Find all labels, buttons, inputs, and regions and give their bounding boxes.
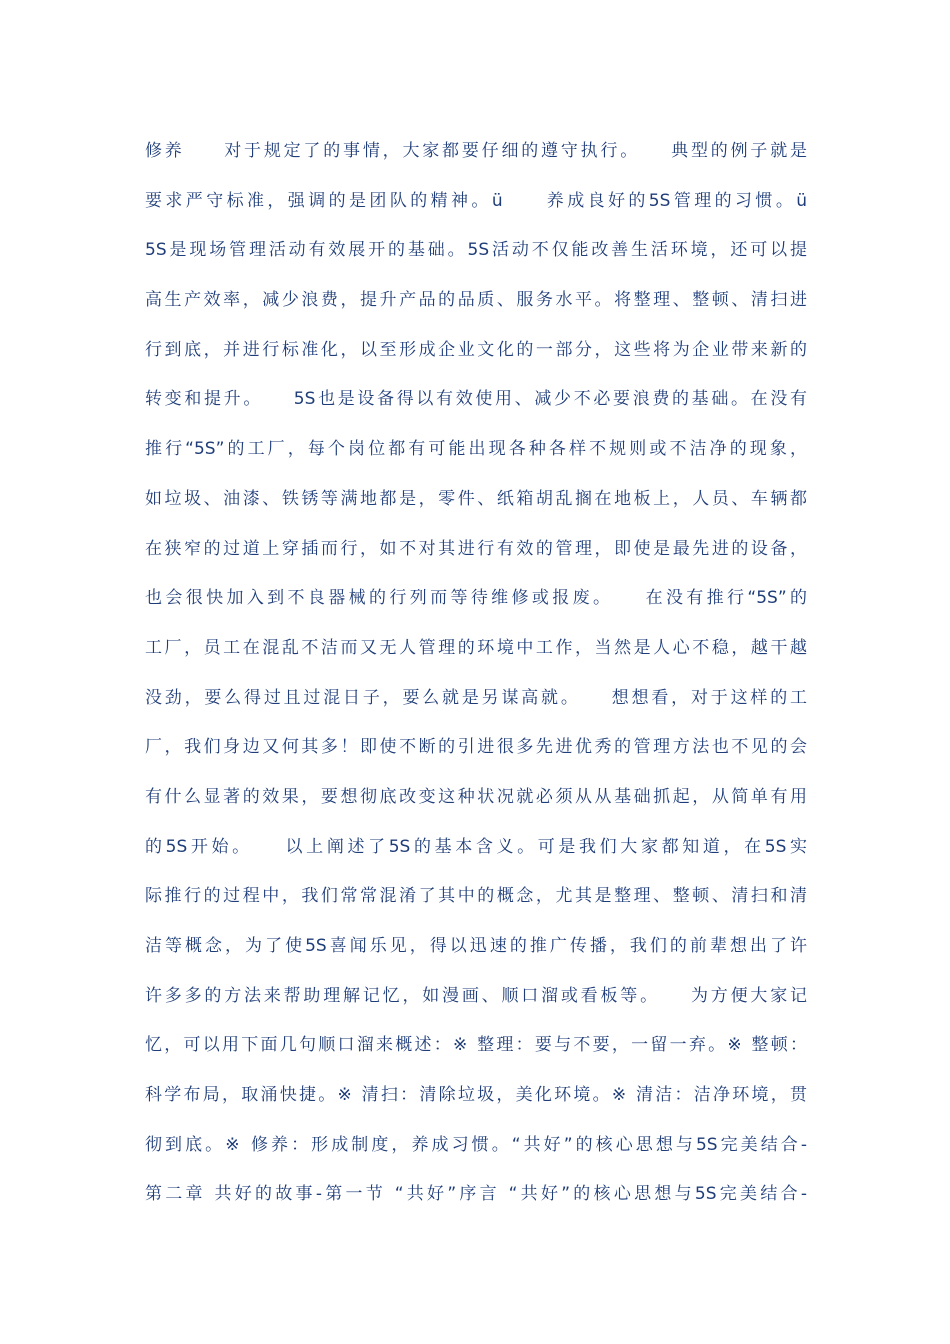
- text-line-17: 洁等概念，为了使5S喜闻乐见，得以迅速的推广传播，我们的前辈想出了许: [145, 936, 807, 956]
- text-line-16: 际推行的过程中，我们常常混淆了其中的概念，尤其是整理、整顿、清扫和清: [145, 886, 807, 907]
- text-line-10: 也会很快加入到不良器械的行列而等待维修或报废。 在没有推行“5S”的: [145, 588, 807, 609]
- text-line-12: 没劲，要么得过且过混日子，要么就是另谋高就。 想想看，对于这样的工: [145, 687, 807, 708]
- text-line-18: 许多多的方法来帮助理解记忆，如漫画、顺口溜或看板等。 为方便大家记: [145, 985, 807, 1006]
- text-line-7: 推行“5S”的工厂，每个岗位都有可能出现各种各样不规则或不洁净的现象，: [145, 439, 807, 460]
- text-line-4: 高生产效率，减少浪费，提升产品的品质、服务水平。将整理、整顿、清扫进: [145, 290, 807, 311]
- text-line-6: 转变和提升。 5S也是设备得以有效使用、减少不必要浪费的基础。在没有: [145, 389, 807, 410]
- text-line-5: 行到底，并进行标准化，以至形成企业文化的一部分，这些将为企业带来新的: [145, 339, 807, 360]
- text-line-21: 彻到底。※ 修养：形成制度，养成习惯。“共好”的核心思想与5S完美结合-: [145, 1134, 807, 1155]
- text-line-1: 修养 对于规定了的事情，大家都要仔细的遵守执行。 典型的例子就是: [145, 141, 807, 161]
- body-text: [145, 131, 807, 1224]
- text-line-2: 要求严守标准，强调的是团队的精神。ü 养成良好的5S管理的习惯。ü: [145, 190, 807, 211]
- text-line-11: 工厂，员工在混乱不洁而又无人管理的环境中工作，当然是人心不稳，越干越: [145, 637, 807, 658]
- text-line-15: 的5S开始。 以上阐述了5S的基本含义。可是我们大家都知道，在5S实: [145, 836, 807, 857]
- text-line-9: 在狭窄的过道上穿插而行，如不对其进行有效的管理，即使是最先进的设备，: [145, 538, 807, 559]
- text-line-19: 忆，可以用下面几句顺口溜来概述：※ 整理：要与不要，一留一弃。※ 整顿：: [145, 1035, 807, 1056]
- text-line-3: 5S是现场管理活动有效展开的基础。5S活动不仅能改善生活环境，还可以提: [145, 240, 807, 261]
- text-line-8: 如垃圾、油漆、铁锈等满地都是，零件、纸箱胡乱搁在地板上，人员、车辆都: [145, 488, 807, 509]
- text-line-13: 厂，我们身边又何其多！即使不断的引进很多先进优秀的管理方法也不见的会: [145, 737, 807, 758]
- text-line-14: 有什么显著的效果，要想彻底改变这种状况就必须从从基础抓起，从简单有用: [145, 786, 807, 807]
- text-line-20: 科学布局，取涌快捷。※ 清扫：清除垃圾，美化环境。※ 清洁：洁净环境，贯: [145, 1085, 807, 1106]
- text-line-22: 第二章 共好的故事-第一节 “共好”序言 “共好”的核心思想与5S完美结合-: [145, 1184, 807, 1205]
